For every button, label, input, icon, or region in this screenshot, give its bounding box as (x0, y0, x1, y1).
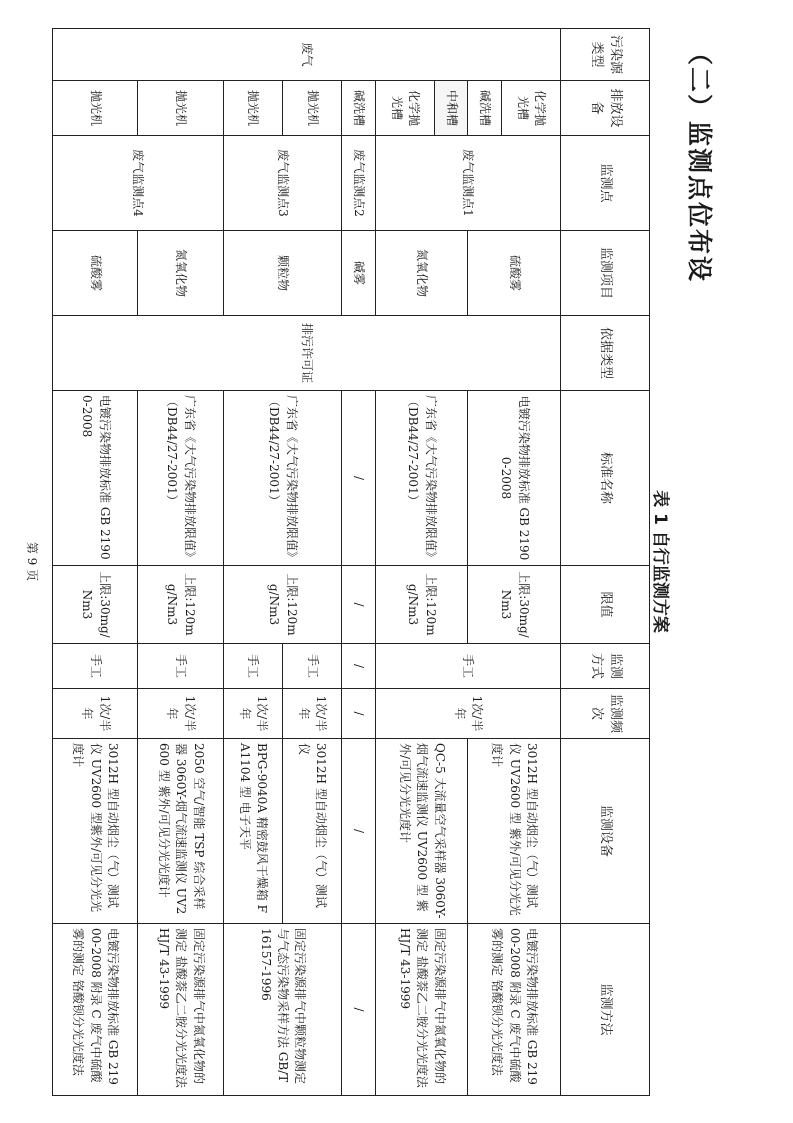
mode-cell-3: / (342, 644, 375, 689)
method-cell-6: 电镀污染物排放标准 GB 21900-2008 附录 C 废气中硫酸雾的测定 铬酸钡分光光度法 (53, 924, 138, 1096)
limit-cell-6: 上限:30mg/Nm3 (53, 566, 138, 644)
item-sulfuric-1: 硫酸雾 (468, 231, 561, 316)
equip-cell-4b: BPG-9040A 精密鼓风干燥箱 FA1104 型 电子天平 (223, 739, 282, 924)
mode-cell-5: 手工 (138, 644, 223, 689)
monitoring-plan-table (52, 28, 650, 1096)
mode-cell-1: 手工 (375, 644, 560, 689)
equip-cell-4: 3012H 型自动烟尘（气）测试仪 (282, 739, 341, 924)
freq-cell-4b: 1次/半年 (223, 689, 282, 739)
method-cell-3: / (342, 924, 375, 1096)
standard-cell-4: 广东省《大气污染物排放限值》（DB44/27-2001） (223, 391, 342, 566)
freq-cell-1: 1次/半年 (375, 689, 560, 739)
table-row (342, 29, 375, 1096)
equip-cell-6: 3012H 型自动烟尘（气）测试仪 UV2600 型紫外/可见分光光度计 (53, 739, 138, 924)
header-standard: 标准名称 (561, 391, 650, 566)
header-limit: 限值 (561, 566, 650, 644)
table-row (138, 29, 223, 1096)
outlet-cell: 碱洗槽 (468, 81, 501, 136)
section-heading: （二）监测点位布设 (685, 40, 714, 284)
outlet-cell: 抛光机 (53, 81, 138, 136)
header-freq: 监测频次 (561, 689, 650, 739)
item-nox-1: 氮氧化物 (375, 231, 468, 316)
outlet-cell: 抛光机 (223, 81, 282, 136)
point-cell-3: 废气监测点3 (223, 136, 342, 231)
header-outlet: 排放设备 (561, 81, 650, 136)
limit-cell-4: 上限:120mg/Nm3 (223, 566, 342, 644)
table-header-row (561, 29, 650, 1096)
outlet-cell: 中和槽 (434, 81, 467, 136)
outlet-cell: 化学抛光槽 (501, 81, 560, 136)
table-row (282, 29, 341, 1096)
point-cell-1: 废气监测点1 (375, 136, 560, 231)
mode-cell-4b: 手工 (223, 644, 282, 689)
method-cell-5: 固定污染源排气中氮氧化物的测定 盐酸萘乙二胺分光光度法 HJ/T 43-1999 (138, 924, 223, 1096)
standard-cell-5: 广东省《大气污染物排放限值》（DB44/27-2001） (138, 391, 223, 566)
freq-cell-6: 1次/半年 (53, 689, 138, 739)
pollution-type-cell: 废气 (53, 29, 561, 81)
table-row (501, 29, 560, 1096)
item-nox-4: 氮氧化物 (138, 231, 223, 316)
freq-cell-3: / (342, 689, 375, 739)
equip-cell-5: 2050 空气/智能 TSP 综合采样器 3060Y-烟气流速监测仪 UV2600 型 紫外/可见分光光度计 (138, 739, 223, 924)
page-number: 第 9 页 (25, 541, 39, 582)
item-sulfuric-4: 硫酸雾 (53, 231, 138, 316)
freq-cell-4: 1次/半年 (282, 689, 341, 739)
limit-cell-5: 上限:120mg/Nm3 (138, 566, 223, 644)
table-title: 表 1 自行监测方案 (650, 490, 670, 633)
header-point: 监测点 (561, 136, 650, 231)
limit-cell-1: 上限:30mg/Nm3 (468, 566, 561, 644)
freq-cell-5: 1次/半年 (138, 689, 223, 739)
method-cell-2: 固定污染源排气中氮氧化物的测定 盐酸萘乙二胺分光光度法 HJ/T 43-1999 (375, 924, 468, 1096)
item-alkali: 碱雾 (342, 231, 375, 316)
equip-cell-2: QC-5 大流量空气采样器 3060Y-烟气流速监测仪 UV2600 型 紫外/可见分光光度计 (375, 739, 468, 924)
standard-cell-6: 电镀污染物排放标准 GB 21900-2008 (53, 391, 138, 566)
point-cell-2: 废气监测点2 (342, 136, 375, 231)
header-basis: 依据类型 (561, 316, 650, 391)
standard-cell-3: / (342, 391, 375, 566)
outlet-cell: 抛光机 (138, 81, 223, 136)
limit-cell-2: 上限:120mg/Nm3 (375, 566, 468, 644)
mode-cell-4: 手工 (282, 644, 341, 689)
method-cell-1: 电镀污染物排放标准 GB 21900-2008 附录 C 废气中硫酸雾的测定 铬酸钡分光光度法 (468, 924, 561, 1096)
limit-cell-3: / (342, 566, 375, 644)
header-item: 监测项目 (561, 231, 650, 316)
header-type: 污染源类型 (561, 29, 650, 81)
basis-cell: 排污许可证 (53, 316, 561, 391)
equip-cell-3: / (342, 739, 375, 924)
standard-cell-2: 广东省《大气污染物排放限值》（DB44/27-2001） (375, 391, 468, 566)
outlet-cell: 化学抛光槽 (375, 81, 434, 136)
point-cell-4: 废气监测点4 (53, 136, 224, 231)
item-particulate: 颗粒物 (223, 231, 342, 316)
header-equip: 监测设备 (561, 739, 650, 924)
mode-cell-6: 手工 (53, 644, 138, 689)
equip-cell-1: 3012H 型自动烟尘（气）测试仪 UV2600 型 紫外/可见分光光度计 (468, 739, 561, 924)
method-cell-4: 固定污染源排气中颗粒物测定与气态污染物采样方法 GB/T 16157-1996 (223, 924, 342, 1096)
outlet-cell: 抛光机 (282, 81, 341, 136)
outlet-cell: 碱洗槽 (342, 81, 375, 136)
standard-cell-1: 电镀污染物排放标准 GB 21900-2008 (468, 391, 561, 566)
header-mode: 监测方式 (561, 644, 650, 689)
header-method: 监测方法 (561, 924, 650, 1096)
